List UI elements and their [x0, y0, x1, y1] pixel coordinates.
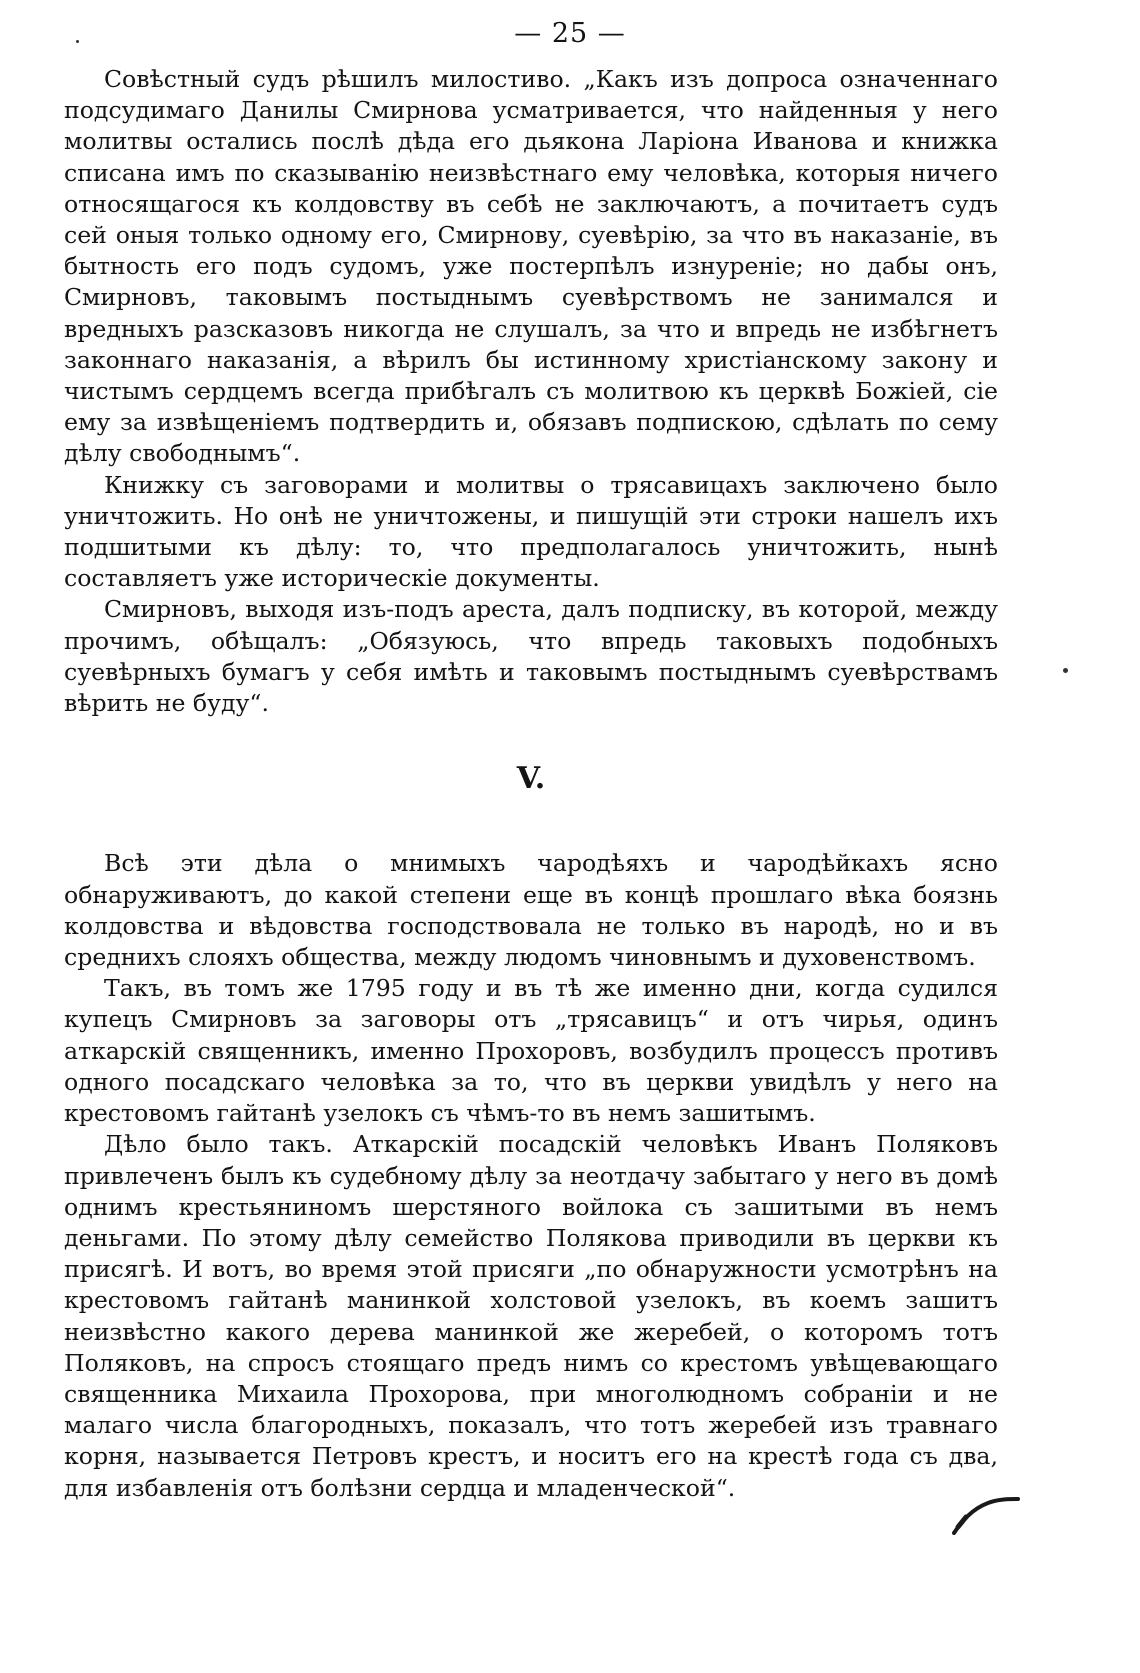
paragraph: Совѣстный судъ рѣшилъ милостиво. „Какъ изъ допроса означеннаго подсудимаго Данилы Смирнова усматривается, что найденныя у него молитвы остались послѣ дѣда его дьякона Ларіона Иванова и книжка списана имъ по сказыванію неизвѣстнаго ему человѣка, которыя ничего относящагося къ колдовству въ себѣ не заключаютъ, а почитаетъ судъ сей оныя только одному его, Смирнову, суевѣрію, за что въ наказаніе, въ бытность его подъ судомъ, уже постерпѣлъ изнуреніе; но дабы онъ, Смирновъ, таковымъ постыднымъ суевѣрствомъ не занимался и вредныхъ разсказовъ никогда не слушалъ, за что и впредь не избѣгнетъ законнаго наказанія, а вѣрилъ бы истинному христіанскому закону и чистымъ сердцемъ всегда прибѣгалъ съ молитвою къ церквѣ Божіей, сіе ему за извѣщеніемъ подтвердить и, обязавъ подпискою, сдѣлать по сему дѣлу свободнымъ“. — [64, 65, 998, 468]
stray-ink-dot — [76, 40, 79, 43]
paragraph: Всѣ эти дѣла о мнимыхъ чародѣяхъ и чародѣйкахъ ясно обнаруживаютъ, до какой степени еще въ концѣ прошлаго вѣка боязнь колдовства и вѣдовства господствовала не только въ народѣ, но и въ среднихъ слояхъ общества, между людомъ чиновнымъ и духовенствомъ. — [64, 849, 998, 972]
paragraph: Дѣло было такъ. Аткарскій посадскій человѣкъ Иванъ Поляковъ привлеченъ былъ къ судебному дѣлу за неотдачу забытаго у него въ домѣ однимъ крестьяниномъ шерстяного войлока съ зашитыми въ немъ деньгами. По этому дѣлу семейство Полякова приводили въ церкви къ присягѣ. И вотъ, во время этой присяги „по обнаружности усмотрѣнъ на крестовомъ гайтанѣ манинкой холстовой узелокъ, въ коемъ зашитъ неизвѣстно какого дерева манинкой же жеребей, о которомъ тотъ Поляковъ, на спросъ стоящаго предъ нимъ со крестомъ увѣщевающаго священника Михаила Прохорова, при многолюдномъ собраніи и не малаго числа благородныхъ, показалъ, что тотъ жеребей изъ травнаго корня, называется Петровъ крестъ, и носитъ его на крестѣ года съ два, для избавленія отъ болѣзни сердца и младенческой“. — [64, 1130, 998, 1502]
ink-stroke-mark — [952, 1495, 1020, 1535]
paragraph: Смирновъ, выходя изъ-подъ ареста, далъ подписку, въ которой, между прочимъ, обѣщалъ: „Обязуюсь, что впредь таковыхъ подобныхъ суевѣрныхъ бумагъ у себя имѣть и таковымъ постыднымъ суевѣрствамъ вѣрить не буду“. — [64, 595, 998, 718]
paragraph: Книжку съ заговорами и молитвы о трясавицахъ заключено было уничтожить. Но онѣ не уничтожены, и пишущій эти строки нашелъ ихъ подшитыми къ дѣлу: то, что предполагалось уничтожить, нынѣ составляетъ уже историческіе документы. — [64, 470, 998, 593]
section-heading: V. — [516, 761, 546, 797]
stray-ink-dot — [1063, 668, 1068, 673]
page-number: — 25 — — [514, 18, 626, 49]
page-body — [64, 64, 998, 1504]
paragraph: Такъ, въ томъ же 1795 году и въ тѣ же именно дни, когда судился купецъ Смирновъ за заговоры отъ „трясавицъ“ и отъ чирья, одинъ аткарскій священникъ, именно Прохоровъ, возбудилъ процессъ противъ одного посадскаго человѣка за то, что въ церкви увидѣлъ у него на крестовомъ гайтанѣ узелокъ съ чѣмъ-то въ немъ зашитымъ. — [64, 974, 998, 1128]
